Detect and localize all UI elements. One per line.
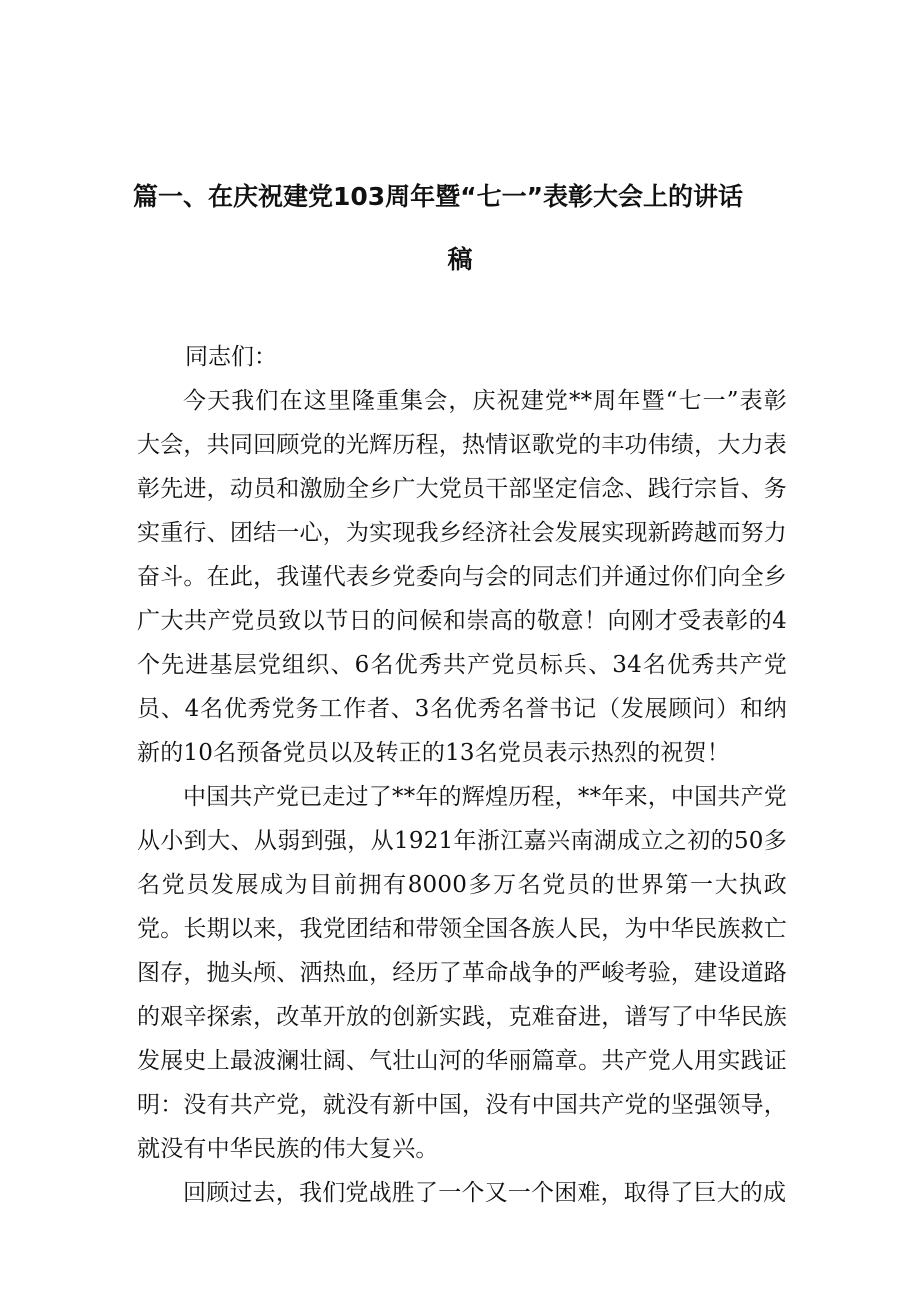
document-title-line-2: 稿 — [447, 245, 473, 274]
paragraph-3: 回顾过去，我们党战胜了一个又一个困难，取得了巨大的成 — [183, 1180, 787, 1206]
document-title-line-1: 篇一、在庆祝建党103周年暨“七一”表彰大会上的讲话 — [133, 182, 744, 211]
salutation: 同志们： — [185, 344, 277, 370]
document-body — [137, 335, 787, 1215]
paragraph-2: 中国共产党已走过了**年的辉煌历程，**年来，中国共产党从小到大、从弱到强，从1921年浙江嘉兴南湖成立之初的50多名党员发展成为目前拥有8000多万名党员的世界第一大执政党。长期以来，我党团结和带领全国各族人民，为中华民族救亡图存，抛头颅、洒热血，经历了革命战争的严峻考验，建设道路的艰辛探索，改革开放的创新实践，克难奋进，谱写了中华民族发展史上最波澜壮阔、气壮山河的华丽篇章。共产党人用实践证明：没有共产党，就没有新中国，没有中国共产党的坚强领导，就没有中华民族的伟大复兴。 — [137, 784, 787, 1162]
paragraph-1: 今天我们在这里隆重集会，庆祝建党**周年暨“七一”表彰大会，共同回顾党的光辉历程，热情讴歌党的丰功伟绩，大力表彰先进，动员和激励全乡广大党员干部坚定信念、践行宗旨、务实重行、团结一心，为实现我乡经济社会发展实现新跨越而努力奋斗。在此，我谨代表乡党委向与会的同志们并通过你们向全乡广大共产党员致以节日的问候和崇高的敬意！向刚才受表彰的4个先进基层党组织、6名优秀共产党员标兵、34名优秀共产党员、4名优秀党务工作者、3名优秀名誉书记（发展顾问）和纳新的10名预备党员以及转正的13名党员表示热烈的祝贺！ — [137, 388, 787, 766]
